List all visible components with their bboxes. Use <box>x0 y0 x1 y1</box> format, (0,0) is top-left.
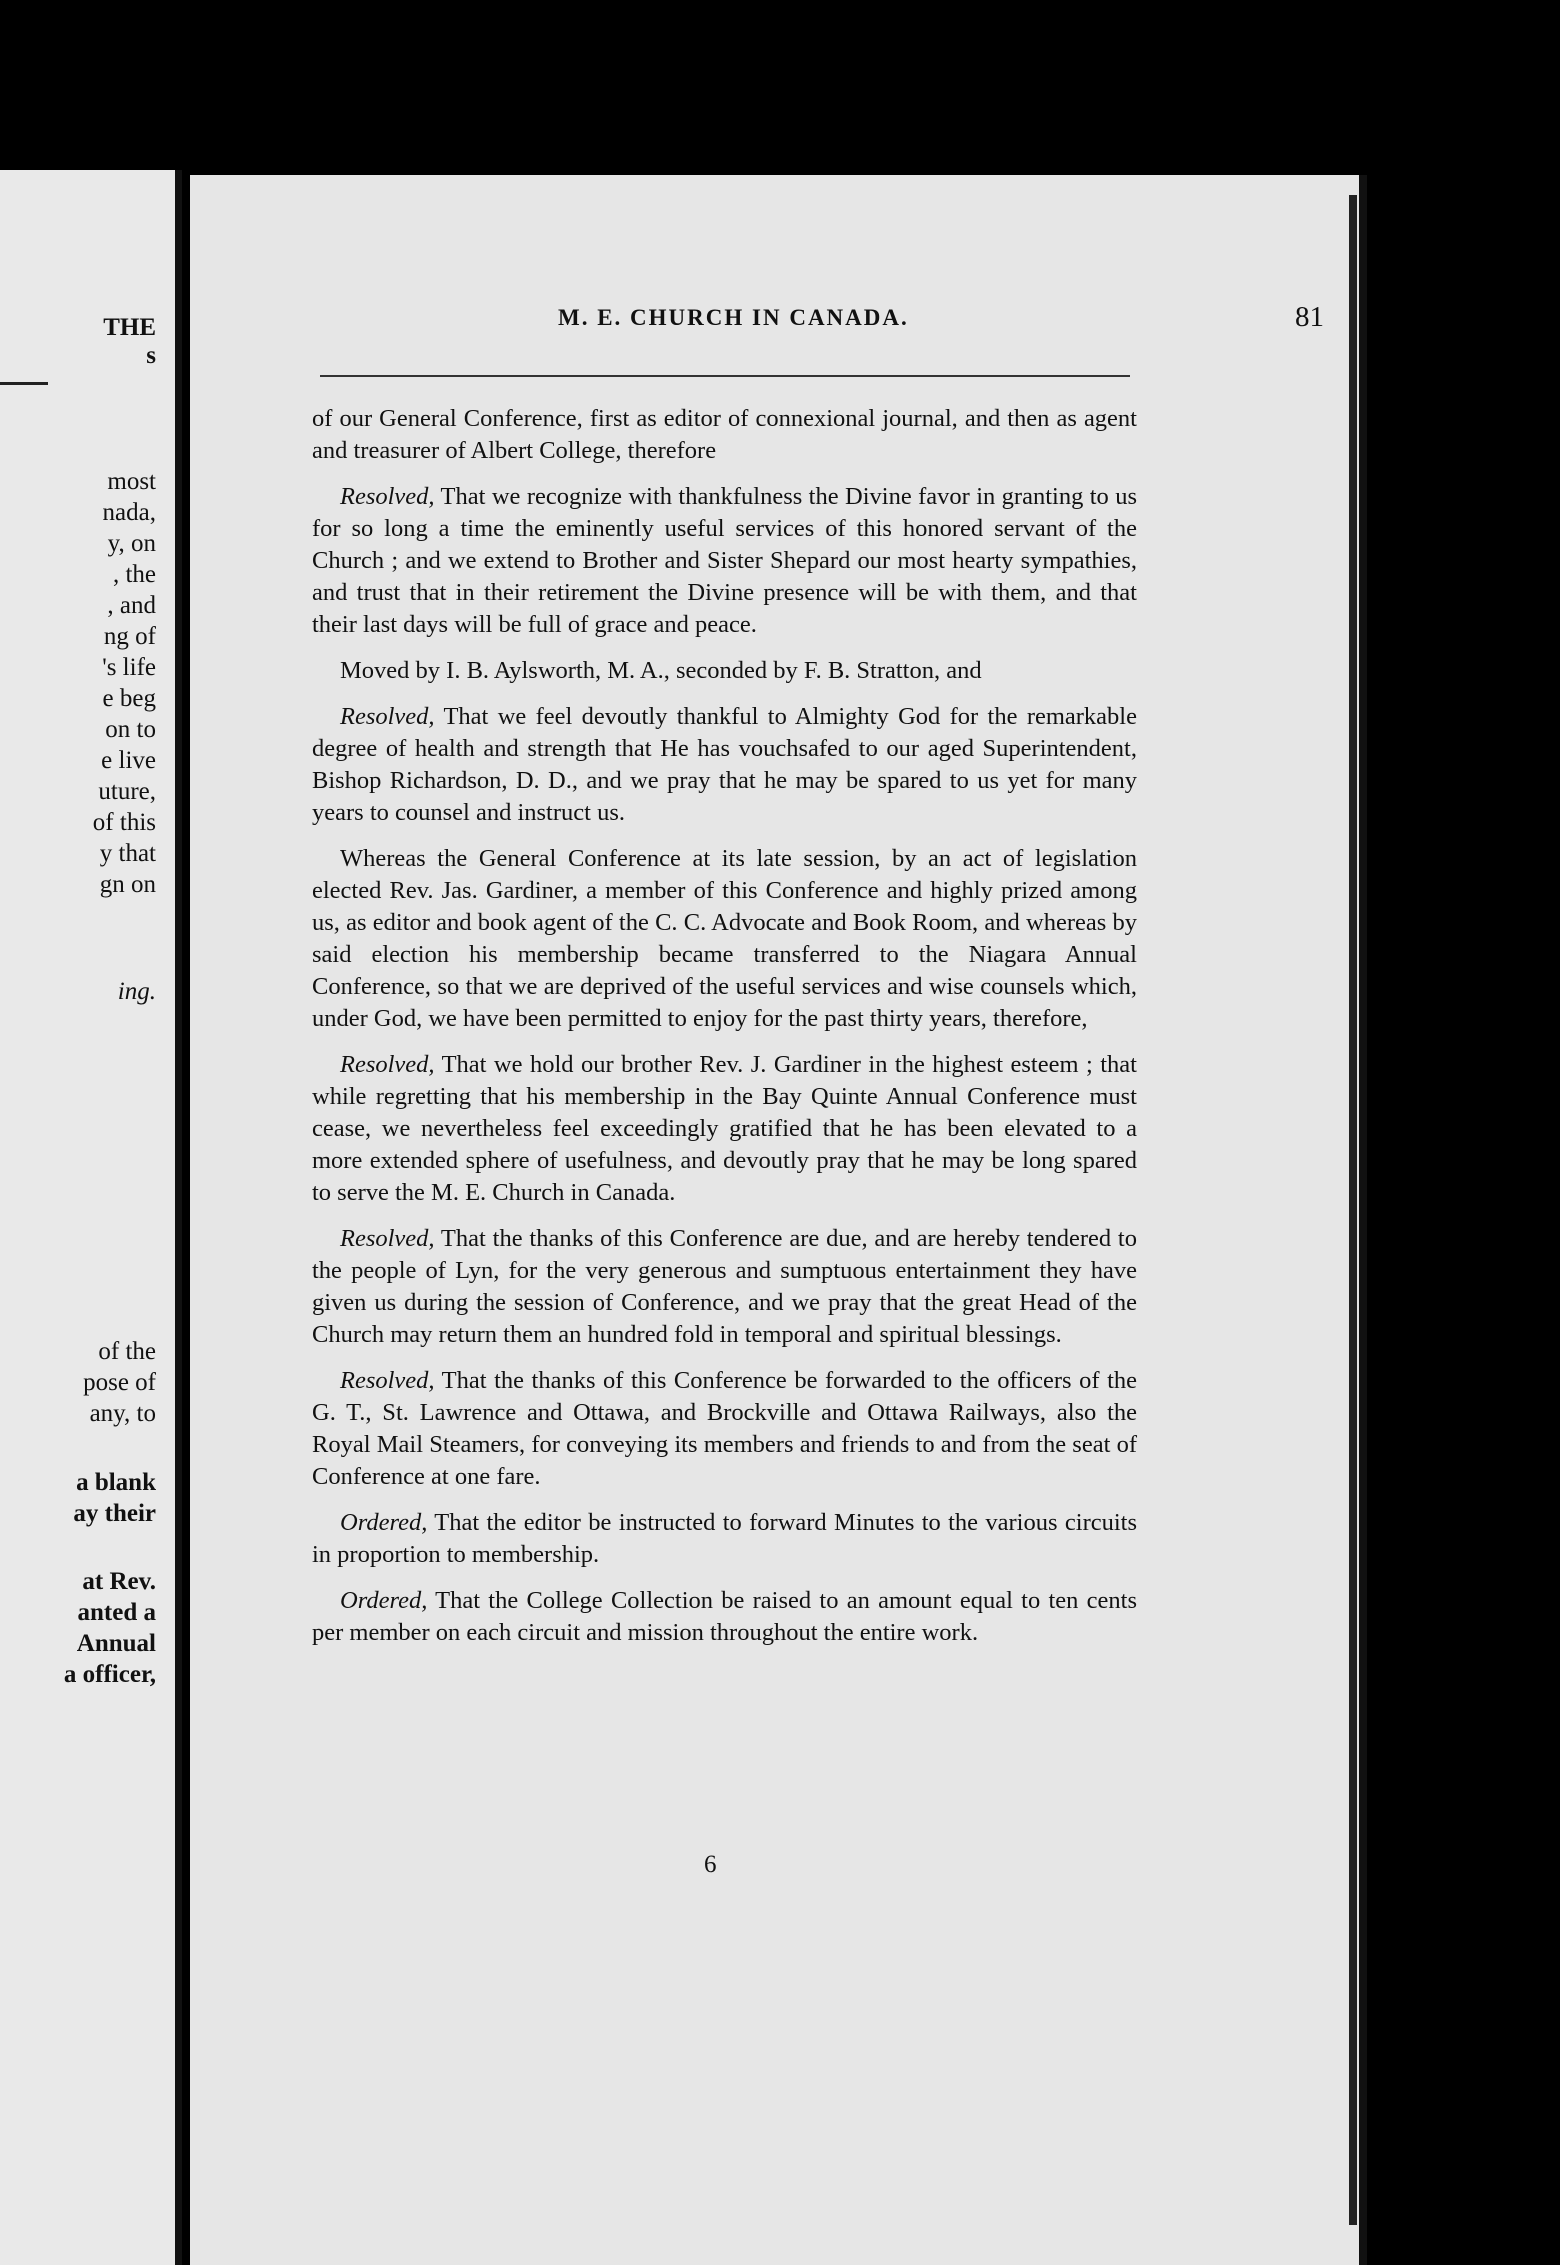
running-head: M. E. CHURCH IN CANADA. <box>558 305 909 330</box>
paragraph-lead: Resolved, <box>340 483 435 510</box>
paragraph <box>312 1507 1137 1571</box>
facing-page-line: ing. <box>117 978 156 1005</box>
page-header <box>338 301 1328 345</box>
facing-page-line: e beg <box>102 685 156 712</box>
paragraph <box>312 701 1137 829</box>
signature-mark: 6 <box>704 1851 717 1878</box>
paragraph <box>312 655 1137 687</box>
facing-page-line: a officer, <box>63 1661 156 1688</box>
facing-page-rule <box>0 382 48 385</box>
facing-page-line: of the <box>98 1338 156 1365</box>
gutter-edge <box>175 170 182 2265</box>
facing-page-line: anted a <box>77 1599 156 1626</box>
facing-page-line: nada, <box>102 499 156 526</box>
facing-page-line: e live <box>101 747 156 774</box>
page-body <box>312 403 1137 1663</box>
facing-page-line: most <box>107 468 156 495</box>
paragraph-text: Whereas the General Conference at its late session, by an act of legislation elected Rev. Jas. Gardiner, a member of this Conference and highly prized among us, as editor and book agent of the C. C. Advocate and Book Room, and whereas by said election his membership became transferred to the Niagara Annual Conference, so that we are deprived of the useful services and wise counsels which, under God, we have been permitted to enjoy for the past thirty years, therefore, <box>312 845 1137 1032</box>
facing-page-line: pose of <box>83 1369 156 1396</box>
facing-page-line: a blank <box>76 1469 156 1496</box>
paragraph-text: of our General Conference, first as editor of connexional journal, and then as agent and treasurer of Albert College, therefore <box>312 405 1137 464</box>
facing-page-line: s <box>146 342 156 369</box>
paragraph-text: That the thanks of this Conference are due, and are hereby tendered to the people of Lyn, for the very generous and sumptuous entertainment they have given us during the session of Conference, and we pray that the great Head of the Church may return them an hundred fold in temporal and spiritual blessings. <box>312 1225 1137 1348</box>
facing-page-line: Annual <box>76 1630 156 1657</box>
facing-page-line: at Rev. <box>82 1568 156 1595</box>
page-edge-shadow <box>1349 195 1357 2225</box>
facing-page-line: uture, <box>98 778 156 805</box>
paragraph-lead: Resolved, <box>340 1051 435 1078</box>
paragraph-lead: Resolved, <box>340 1367 435 1394</box>
paragraph-text: That we feel devoutly thankful to Almighty God for the remarkable degree of health and strength that He has vouchsafed to our aged Superintendent, Bishop Richardson, D. D., and we pray that he may be spared to us yet for many years to counsel and instruct us. <box>312 703 1137 826</box>
paragraph-lead: Resolved, <box>340 1225 435 1252</box>
paragraph <box>312 403 1137 467</box>
facing-page-line: y that <box>99 840 156 867</box>
facing-page-line: , and <box>107 592 156 619</box>
header-rule <box>320 375 1130 377</box>
paragraph-text: That the editor be instructed to forward Minutes to the various circuits in proportion to membership. <box>312 1509 1137 1568</box>
page-edge <box>1359 175 1367 2265</box>
main-page <box>190 175 1367 2265</box>
facing-page-line: THE <box>103 314 156 341</box>
paragraph <box>312 843 1137 1035</box>
paragraph-text: That the College Collection be raised to an amount equal to ten cents per member on each circuit and mission throughout the entire work. <box>312 1587 1137 1646</box>
facing-page-line: any, to <box>89 1400 156 1427</box>
facing-page-line: 's life <box>102 654 156 681</box>
facing-page-line: on to <box>105 716 156 743</box>
paragraph-lead: Resolved, <box>340 703 435 730</box>
paragraph-text: That the thanks of this Conference be forwarded to the officers of the G. T., St. Lawrence and Ottawa, and Brockville and Ottawa Railways, also the Royal Mail Steamers, for conveying its members and friends to and from the seat of Conference at one fare. <box>312 1367 1137 1490</box>
facing-page-line: y, on <box>107 530 156 557</box>
paragraph-lead: Ordered, <box>340 1587 428 1614</box>
paragraph <box>312 1365 1137 1493</box>
facing-page-line: gn on <box>99 871 156 898</box>
paragraph-text: That we recognize with thankfulness the Divine favor in granting to us for so long a time the eminently useful services of this honored servant of the Church ; and we extend to Brother and Sister Shepard our most hearty sympathies, and trust that in their retirement the Divine presence will be with them, and that their last days will be full of grace and peace. <box>312 483 1137 638</box>
paragraph-lead: Ordered, <box>340 1509 428 1536</box>
paragraph-text: That we hold our brother Rev. J. Gardiner in the highest esteem ; that while regretting that his membership in the Bay Quinte Annual Conference must cease, we nevertheless feel exceedingly gratified that he has been elevated to a more extended sphere of usefulness, and devoutly pray that he may be long spared to serve the M. E. Church in Canada. <box>312 1051 1137 1206</box>
facing-page-line: ng of <box>103 623 156 650</box>
facing-page-line: , the <box>112 561 156 588</box>
facing-page-line: of this <box>92 809 156 836</box>
paragraph <box>312 1049 1137 1209</box>
facing-page-line: ay their <box>73 1500 156 1527</box>
paragraph <box>312 1223 1137 1351</box>
paragraph <box>312 1585 1137 1649</box>
page-number: 81 <box>1295 301 1324 333</box>
paragraph <box>312 481 1137 641</box>
facing-page-fragment <box>0 170 182 2265</box>
paragraph-text: Moved by I. B. Aylsworth, M. A., seconded by F. B. Stratton, and <box>340 657 982 684</box>
